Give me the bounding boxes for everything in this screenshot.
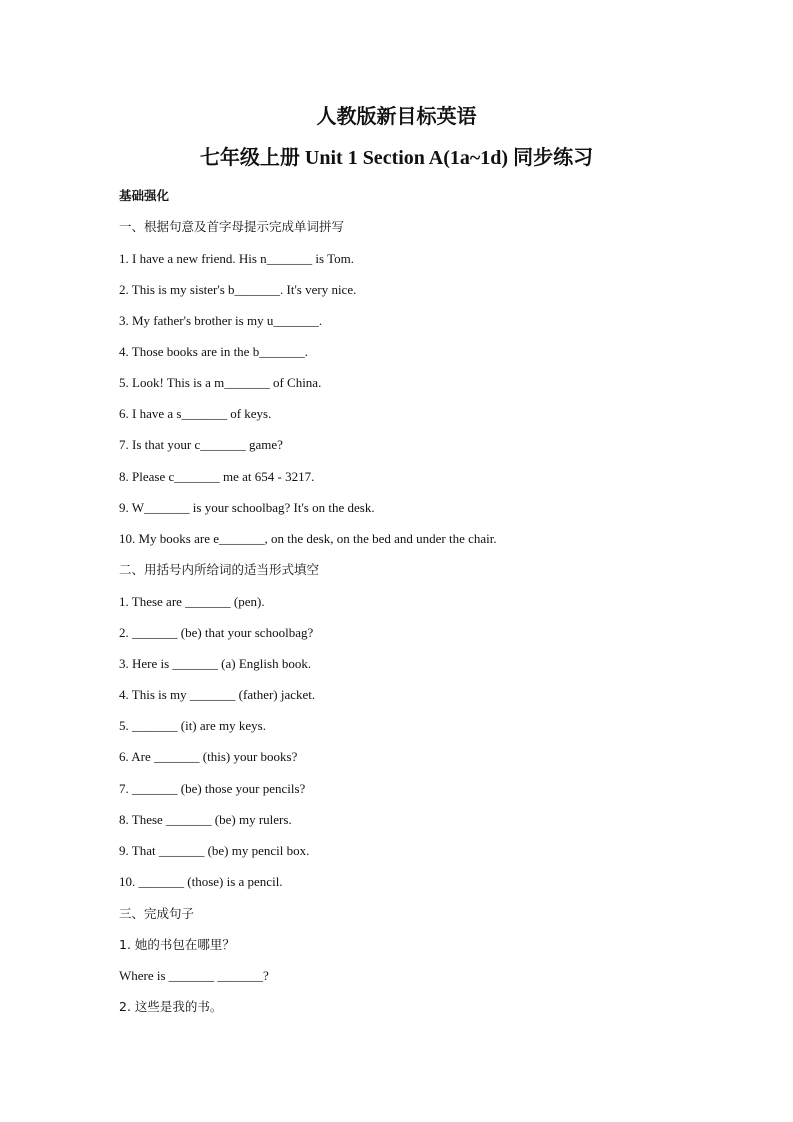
- part3-question-cn: 1. 她的书包在哪里？: [119, 937, 235, 952]
- part2-heading: 二、用括号内所给词的适当形式填空: [119, 562, 320, 577]
- part2-item: 1. These are _______ (pen).: [119, 594, 265, 609]
- part1-item: 3. My father's brother is my u_______.: [119, 313, 323, 328]
- part1-item: 7. Is that your c_______ game?: [119, 437, 283, 452]
- part1-item: 2. This is my sister's b_______. It's very nice.: [119, 282, 357, 297]
- part2-item: 9. That _______ (be) my pencil box.: [119, 843, 310, 858]
- document-subtitle: 七年级上册 Unit 1 Section A(1a~1d) 同步练习: [199, 147, 594, 169]
- part3-question-cn: 2. 这些是我的书。: [119, 999, 223, 1014]
- part1-item: 8. Please c_______ me at 654 - 3217.: [119, 469, 315, 484]
- part2-item: 6. Are _______ (this) your books?: [119, 749, 298, 764]
- part3-answer-line: Where is _______ _______?: [119, 968, 269, 983]
- part1-item: 4. Those books are in the b_______.: [119, 344, 308, 359]
- part1-item: 1. I have a new friend. His n_______ is Tom.: [119, 251, 354, 266]
- part2-item: 4. This is my _______ (father) jacket.: [119, 687, 316, 702]
- part1-item: 5. Look! This is a m_______ of China.: [119, 375, 322, 390]
- part2-item: 10. _______ (those) is a pencil.: [119, 874, 283, 889]
- part1-heading: 一、根据句意及首字母提示完成单词拼写: [119, 219, 345, 234]
- part2-item: 5. _______ (it) are my keys.: [119, 718, 266, 733]
- part2-item: 8. These _______ (be) my rulers.: [119, 812, 292, 827]
- part1-item: 9. W_______ is your schoolbag? It's on the desk.: [119, 500, 375, 515]
- part3-heading: 三、完成句子: [119, 906, 195, 921]
- part1-item: 6. I have a s_______ of keys.: [119, 406, 272, 421]
- part2-item: 2. _______ (be) that your schoolbag?: [119, 625, 314, 640]
- section-heading-basic: 基础强化: [119, 188, 170, 203]
- part2-item: 3. Here is _______ (a) English book.: [119, 656, 312, 671]
- part1-item: 10. My books are e_______, on the desk, on the bed and under the chair.: [119, 531, 497, 546]
- part2-item: 7. _______ (be) those your pencils?: [119, 781, 306, 796]
- document-title: 人教版新目标英语: [316, 106, 477, 128]
